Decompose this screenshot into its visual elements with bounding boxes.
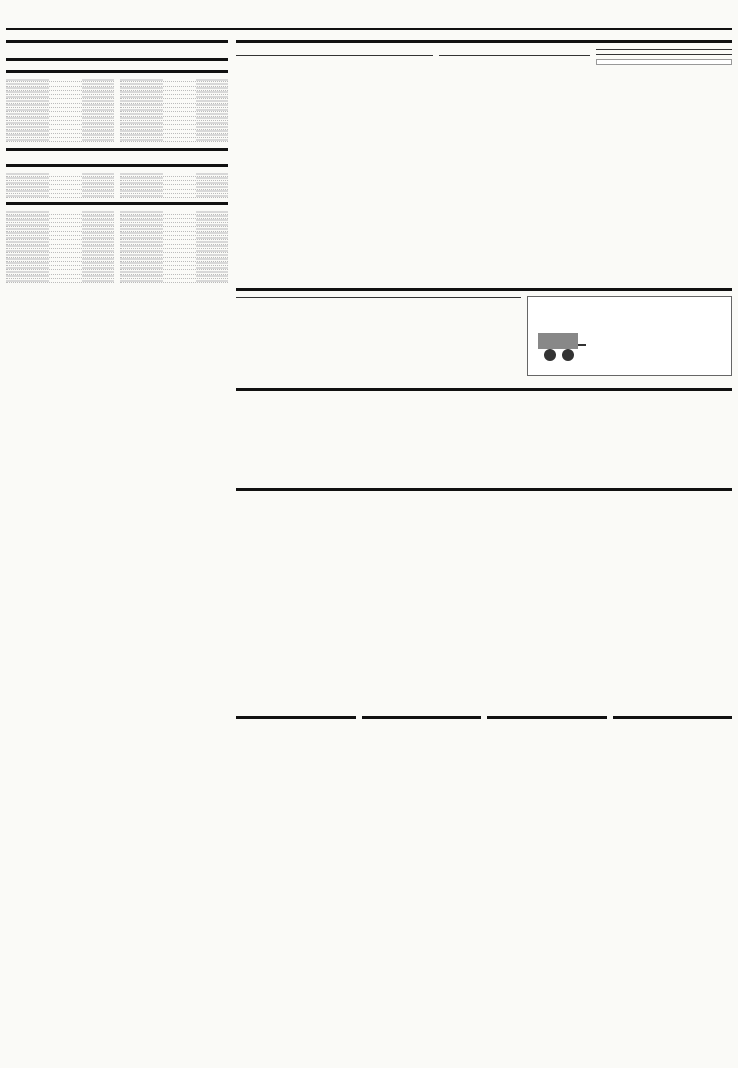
amerikaanse-koersen-heading — [6, 70, 228, 75]
eurotop-table — [236, 396, 732, 482]
eurotop-heading — [236, 388, 732, 393]
economisch-heading — [362, 716, 482, 721]
binnenland-aandelen-heading — [236, 40, 732, 45]
staatsleningen-table — [236, 296, 521, 382]
beleggingsfondsen-heading — [236, 488, 732, 493]
bottom-sections — [236, 716, 732, 724]
vreemd-geld-table — [6, 172, 228, 198]
afkortingen-box — [596, 59, 732, 65]
obligaties-block — [236, 296, 732, 382]
overige-aandelen-table — [439, 48, 590, 282]
story1-kicker — [6, 40, 228, 46]
trailer-icon — [534, 323, 586, 367]
us-quotes-col2 — [120, 78, 228, 142]
rentetarieven-heading — [487, 716, 607, 721]
valuta-kicker — [6, 148, 228, 154]
story2-kicker — [6, 58, 228, 64]
goederenmarkten-table — [6, 210, 228, 283]
beleggingsfondsen-table — [236, 496, 732, 710]
binnenland-aandelen-block — [236, 48, 732, 282]
indexen-heading — [613, 716, 733, 721]
goederenmarkten-heading — [6, 202, 228, 207]
masthead — [6, 6, 732, 30]
boottrailer-ad[interactable] — [527, 296, 732, 376]
amerikaanse-koersen-table — [6, 78, 228, 142]
stijgers-dalers — [596, 48, 732, 282]
markten-heading — [236, 716, 356, 721]
binnenland-obligaties-heading — [236, 288, 732, 293]
right-area — [236, 40, 732, 724]
aex-aandelen-table — [236, 48, 433, 282]
us-quotes-col1 — [6, 78, 114, 142]
vreemd-geld-heading — [6, 164, 228, 169]
left-column — [6, 40, 228, 283]
